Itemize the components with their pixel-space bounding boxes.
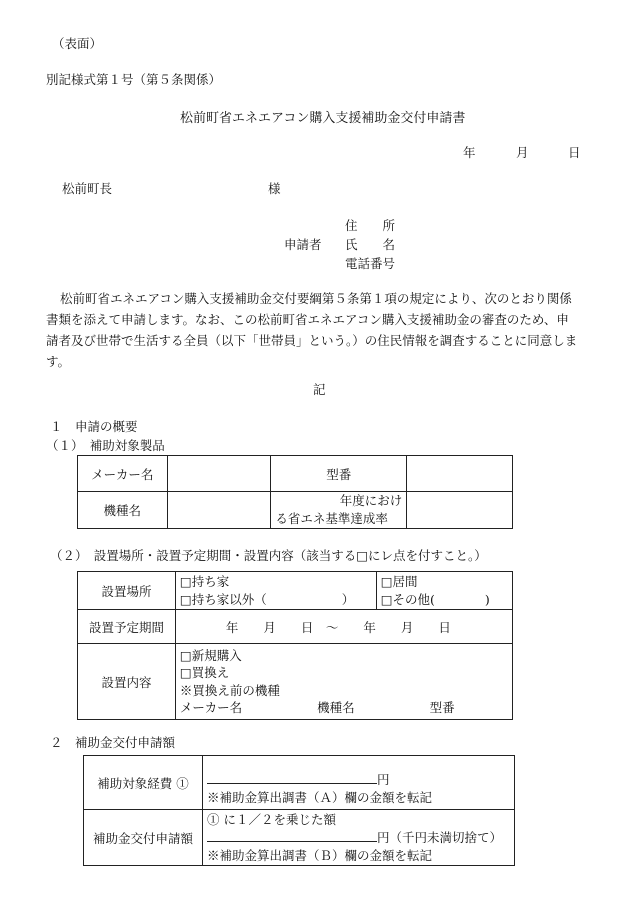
ki-mark: 記 <box>313 382 326 397</box>
date-year: 年 <box>463 145 476 160</box>
new-purchase-checkbox[interactable]: □新規購入 <box>179 647 242 663</box>
section2-heading: ２ 補助金交付申請額 <box>50 735 176 750</box>
place-options-left <box>175 572 376 610</box>
standard-rate-label <box>271 492 407 529</box>
model-no-cell[interactable] <box>407 456 513 492</box>
grant-table <box>83 755 515 866</box>
previous-model-fields: メーカー名 機種名 型番 <box>179 700 455 715</box>
applicant-phone-label: 電話番号 <box>345 256 396 271</box>
applicant-address-label: 住 所 <box>345 218 396 233</box>
grant-note: ※補助金算出調書（Ｂ）欄の金額を転記 <box>207 847 433 863</box>
standard-rate-line2: る省エネ基準達成率 <box>275 511 388 526</box>
cost-cell <box>203 756 515 810</box>
maker-cell[interactable] <box>167 456 271 492</box>
maker-label: メーカー名 <box>78 456 168 492</box>
model-name-label: 機種名 <box>78 492 168 529</box>
application-statement: 松前町省エネエアコン購入支援補助金交付要綱第５条第１項の規定により、次のとおり関係書類を添えて申請します。なお、この松前町省エネエアコン購入支援補助金の審査のため、申請者及び世帯で生活する全員（以下「世帯員」という。）の住民情報を調査することに同意します。 <box>46 291 578 369</box>
addressee-honorific: 様 <box>268 181 281 196</box>
content-options <box>175 644 512 720</box>
grant-label: 補助金交付申請額 <box>84 810 203 866</box>
section1-sub2: （２） 設置場所・設置予定期間・設置内容（該当する□にレ点を付すこと。） <box>50 548 487 563</box>
period-value[interactable]: 年 月 日 ～ 年 月 日 <box>175 610 512 644</box>
replacement-checkbox[interactable]: □買換え <box>179 665 230 680</box>
form-number: 別記様式第１号（第５条関係） <box>46 72 222 87</box>
applicant-name-label: 氏 名 <box>345 237 396 252</box>
addressee-mayor: 松前町長 <box>62 181 113 196</box>
model-no-label: 型番 <box>271 456 407 492</box>
period-label: 設置予定期間 <box>78 610 176 644</box>
grant-yen: 円（千円未満切捨て） <box>377 829 503 845</box>
installation-table <box>77 571 513 720</box>
model-name-cell[interactable] <box>167 492 271 529</box>
own-home-checkbox[interactable]: □持ち家 <box>179 573 230 589</box>
date-day: 日 <box>568 145 581 160</box>
previous-model-note: ※買換え前の機種 <box>179 682 280 698</box>
place-options-right <box>376 572 512 610</box>
grant-amount-line[interactable] <box>207 829 510 847</box>
place-label: 設置場所 <box>78 572 176 610</box>
section1-heading: １ 申請の概要 <box>50 419 138 434</box>
living-room-checkbox[interactable]: □居間 <box>380 573 418 589</box>
cost-yen: 円 <box>377 771 390 787</box>
product-table <box>77 455 513 529</box>
grant-half-note: ① に１／２を乗じた額 <box>207 811 336 827</box>
cost-label: 補助対象経費 ① <box>84 756 203 810</box>
side-label: （表面） <box>52 36 103 51</box>
cost-amount-line[interactable] <box>207 759 510 789</box>
grant-cell <box>203 810 515 866</box>
applicant-label: 申請者 <box>284 237 322 252</box>
other-place-checkbox[interactable]: □その他( ) <box>380 591 490 607</box>
section1-sub1: （１） 補助対象製品 <box>46 438 165 453</box>
not-own-home-checkbox[interactable]: □持ち家以外（ ） <box>179 591 355 607</box>
date-month: 月 <box>516 145 529 160</box>
content-label: 設置内容 <box>78 644 176 720</box>
standard-rate-cell[interactable] <box>407 492 513 529</box>
standard-rate-line1: 年度におけ <box>339 493 403 508</box>
page-title: 松前町省エネエアコン購入支援補助金交付申請書 <box>180 111 466 126</box>
cost-note: ※補助金算出調書（Ａ）欄の金額を転記 <box>207 789 433 805</box>
